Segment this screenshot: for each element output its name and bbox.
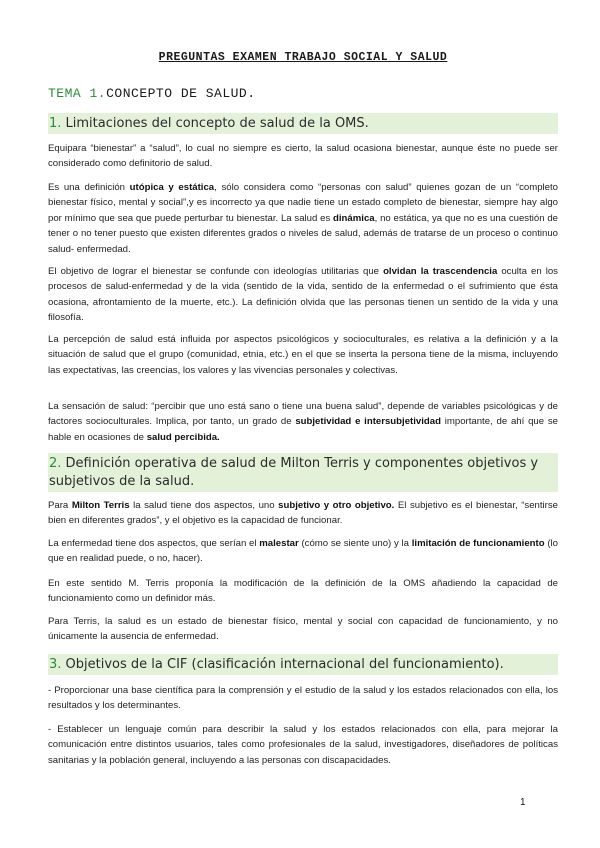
paragraph: Equipara “bienestar” a “salud”, lo cual no siempre es cierto, la salud ocasiona bienestar, aunque éste no puede ser considerado como definitorio de salud. [48,143,558,170]
document-title: PREGUNTAS EXAMEN TRABAJO SOCIAL Y SALUD [158,51,448,64]
tema-heading [48,86,256,101]
list-item: - Establecer un lenguaje común para describir la salud y los estados relacionados con ella, para mejorar la comunicación entre distintos usuarios, tales como profesionales de la salud, investigadores, diseñadores de políticas sanitarias y la población general, incluyendo a las personas con discapacidades. [48,724,558,766]
paragraph: La percepción de salud está influida por aspectos psicológicos y socioculturales, es relativa a la definición y a la situación de salud que el grupo (comunidad, etnia, etc.) en el que se inserta la persona tiene de la misma, incluyendo las expectativas, las creencias, los valores y las vivencias personales y colectivas. [48,334,558,376]
section-heading-2 [48,453,558,492]
paragraph: El objetivo de lograr el bienestar se confunde con ideologías utilitarias que olvidan la trascendencia oculta en los procesos de salud-enfermedad y de la vida (sentido de la vida, sentido de la enfermedad o el sufrimiento que ésta ocasiona, afrontamiento de la muerte, etc.). La definición olvida que las personas tienen un sentido de la vida y una filosofía. [48,266,558,324]
section-title: Definición operativa de salud de Milton Terris y componentes objetivos y subjetivos de la salud. [49,456,539,489]
paragraph: Para Milton Terris la salud tiene dos aspectos, uno subjetivo y otro objetivo. El subjetivo es el bienestar, “sentirse bien en diferentes grados”, y el objetivo es la capacidad de funcionar. [48,500,558,527]
paragraph: La enfermedad tiene dos aspectos, que serían el malestar (cómo se siente uno) y la limitación de funcionamiento (lo que en realidad puede, o no, hacer). [48,538,559,565]
section-number: 1. [49,116,62,131]
section-heading-1 [48,113,558,134]
tema-label: TEMA 1. [48,86,107,101]
page-number: 1 [520,797,526,808]
paragraph: Es una definición utópica y estática, sólo considera como “personas con salud” quienes gozan de un “completo bienestar físico, mental y social”,y es incorrecto ya que nadie tiene un estado completo de bienestar, siempre hay algo por mínimo que sea que puede perturbar tu bienestar. La salud es dinámica, no estática, ya que no es una cuestión de tener o no tener puesto que existen diferentes grados o niveles de salud, además de tratarse de un proceso o continuo salud- enfermedad. [48,182,558,255]
section-heading-3 [48,654,558,675]
section-title: Objetivos de la CIF (clasificación internacional del funcionamiento). [61,657,504,672]
section-title: Limitaciones del concepto de salud de la OMS. [61,116,369,131]
section-number: 2. [49,456,62,471]
paragraph: Para Terris, la salud es un estado de bienestar físico, mental y social con capacidad de funcionamiento, y no únicamente la ausencia de enfermedad. [48,616,558,643]
paragraph: En este sentido M. Terris proponía la modificación de la definición de la OMS añadiendo la capacidad de funcionamiento como un definidor más. [48,578,558,605]
section-number: 3. [49,657,62,672]
tema-title: CONCEPTO DE SALUD. [106,86,256,101]
list-item: - Proporcionar una base científica para la comprensión y el estudio de la salud y los estados relacionados con ella, los resultados y los determinantes. [48,685,558,712]
paragraph: La sensación de salud: “percibir que uno está sano o tiene una buena salud”, depende de variables psicológicas y de factores socioculturales. Implica, por tanto, un grado de subjetividad e intersubjetividad importante, de ahí que se hable en ocasiones de salud percibida. [48,401,559,443]
